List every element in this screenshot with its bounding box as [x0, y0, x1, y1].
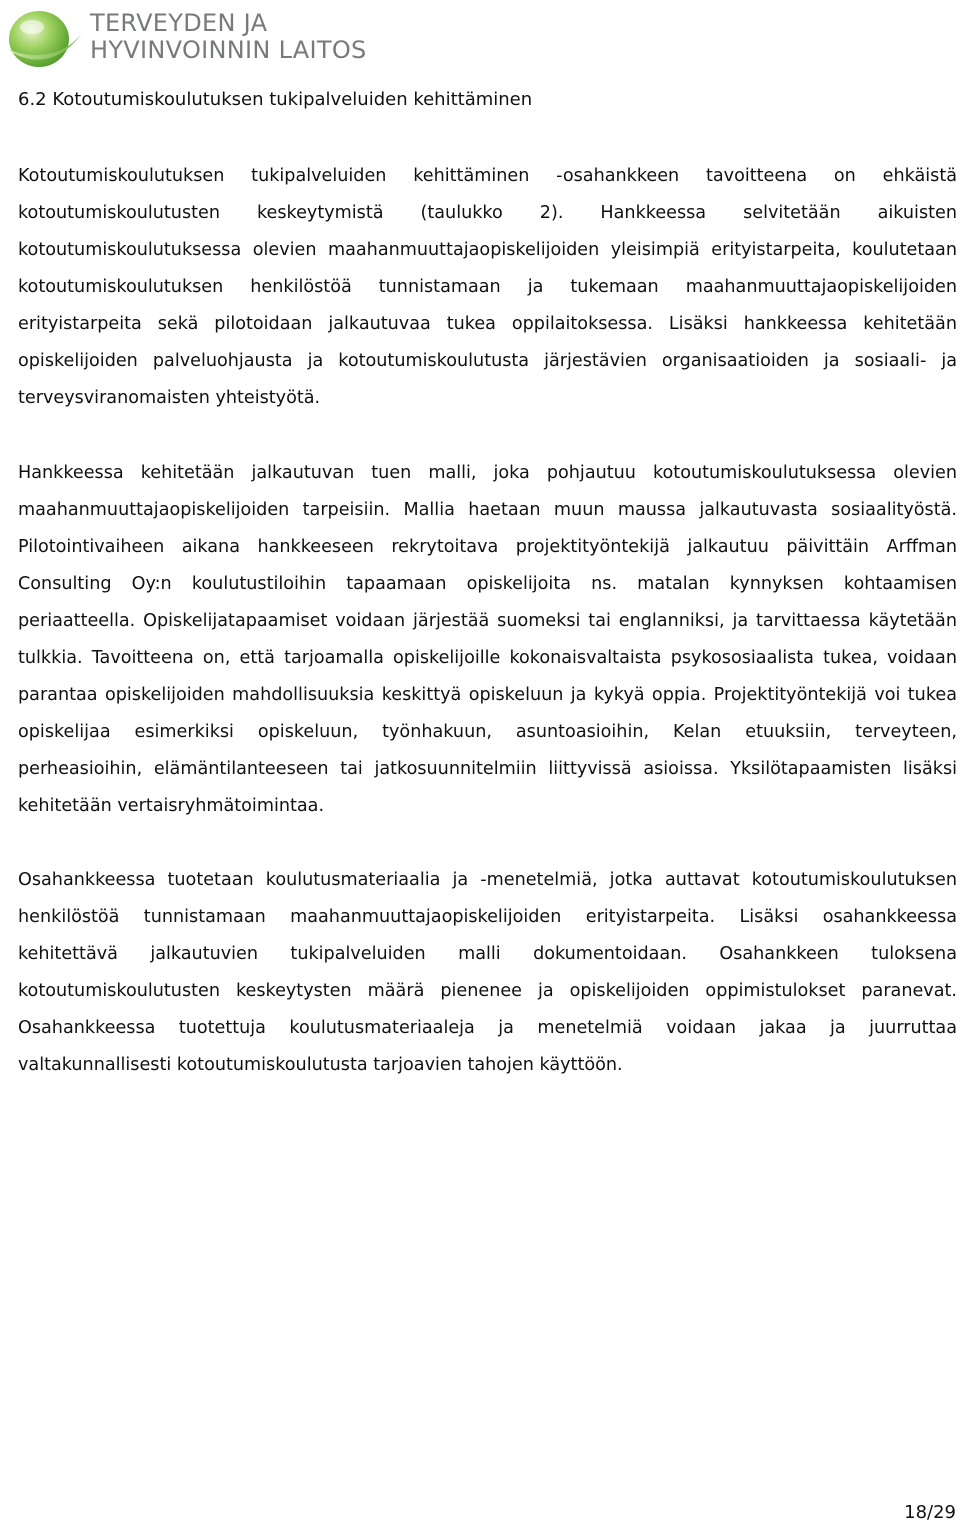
page-number: 18/29: [904, 1502, 956, 1523]
logo-line-2: HYVINVOINNIN LAITOS: [90, 36, 367, 64]
body-paragraph-2: Hankkeessa kehitetään jalkautuvan tuen malli, joka pohjautuu kotoutumiskoulutuksessa olevien maahanmuuttajaopiskelijoiden tarpeisiin. Mallia haetaan muun maussa jalkautuvasta sosiaalityöstä. Pilotointivaiheen aikana hankkeeseen rekrytoitava projektityöntekijä jalkautuu päivittäin Arffman Consulting Oy:n koulutustiloihin tapaamaan opiskelijoita ns. matalan kynnyksen kohtaamisen periaatteella. Opiskelijatapaamiset voidaan järjestää suomeksi tai englanniksi, ja tarvittaessa käytetään tulkkia. Tavoitteena on, että tarjoamalla opiskelijoille kokonaisvaltaista psykososiaalista tukea, voidaan parantaa opiskelijoiden mahdollisuuksia keskittyä opiskeluun ja kykyä oppia. Projektityöntekijä voi tukea opiskelijaa esimerkiksi opiskeluun, työnhakuun, asuntoasioihin, Kelan etuuksiin, terveyteen, perheasioihin, elämäntilanteeseen tai jatkosuunnitelmiin liittyvissä asioissa. Yksilötapaamisten lisäksi kehitetään vertaisryhmätoimintaa.: [18, 463, 957, 816]
body-paragraph-3: Osahankkeessa tuotetaan koulutusmateriaalia ja -menetelmiä, jotka auttavat kotoutumiskoulutuksen henkilöstöä tunnistamaan maahanmuuttajaopiskelijoiden erityistarpeita. Lisäksi osahankkeessa kehitettävä jalkautuvien tukipalveluiden malli dokumentoidaan. Osahankkeen tuloksena kotoutumiskoulutusten keskeytysten määrä pienenee ja opiskelijoiden oppimistulokset paranevat. Osahankkeessa tuotettuja koulutusmateriaaleja ja menetelmiä voidaan jakaa ja juurruttaa valtakunnallisesti kotoutumiskoulutusta tarjoavien tahojen käyttöön.: [18, 870, 957, 1075]
organization-name: [90, 10, 367, 64]
section-heading: 6.2 Kotoutumiskoulutuksen tukipalveluiden kehittäminen: [18, 89, 533, 110]
logo-line-1: TERVEYDEN JA: [90, 9, 268, 37]
thl-logo-icon: [6, 3, 86, 71]
body-paragraph-1: Kotoutumiskoulutuksen tukipalveluiden kehittäminen -osahankkeen tavoitteena on ehkäistä kotoutumiskoulutusten keskeytymistä (taulukko 2). Hankkeessa selvitetään aikuisten kotoutumiskoulutuksessa olevien maahanmuuttajaopiskelijoiden yleisimpiä erityistarpeita, koulutetaan kotoutumiskoulutuksen henkilöstöä tunnistamaan ja tukemaan maahanmuuttajaopiskelijoiden erityistarpeita sekä pilotoidaan jalkautuvaa tukea oppilaitoksessa. Lisäksi hankkeessa kehitetään opiskelijoiden palveluohjausta ja kotoutumiskoulutusta järjestävien organisaatioiden ja sosiaali- ja terveysviranomaisten yhteistyötä.: [18, 166, 957, 408]
page-header: [6, 2, 367, 72]
